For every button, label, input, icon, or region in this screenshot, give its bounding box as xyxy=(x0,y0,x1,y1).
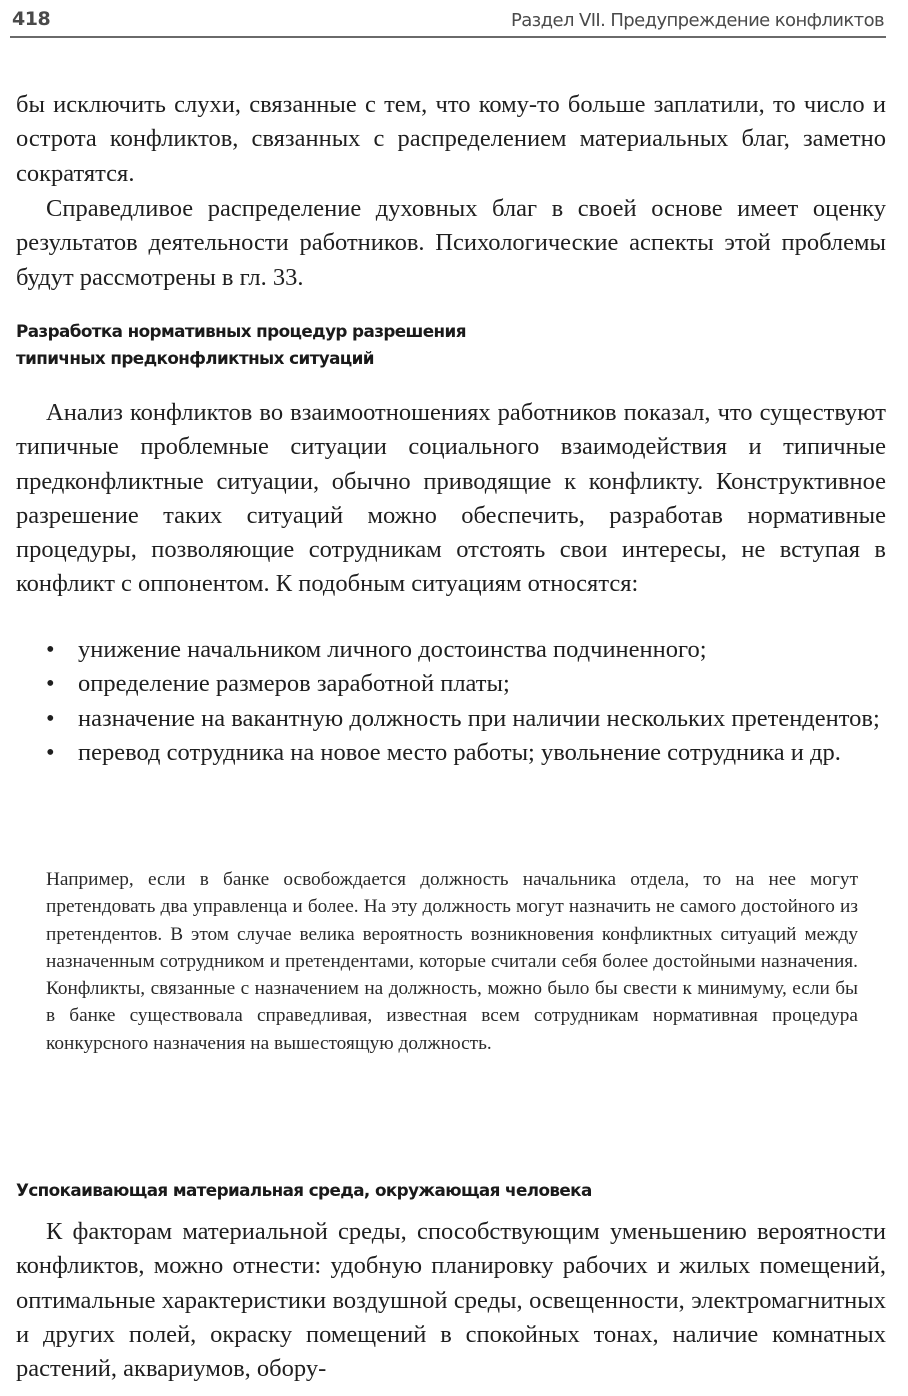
section-heading-line: Разработка нормативных процедур разрешения xyxy=(16,321,466,341)
bullet-item xyxy=(16,667,886,701)
page-number: 418 xyxy=(12,8,51,30)
bullet-marker: • xyxy=(46,738,55,766)
bullet-list xyxy=(16,633,886,770)
section-heading-procedures xyxy=(16,318,886,372)
bullet-marker: • xyxy=(46,670,55,698)
bullet-text: унижение начальником личного достоинства подчиненного; xyxy=(78,636,707,663)
paragraph-text: Справедливое распределение духовных благ в своей основе имеет оценку результатов деятельности работников. Психологические аспекты этой проблемы будут рассмотрены в гл. 33. xyxy=(16,195,886,291)
section-heading-environment xyxy=(16,1177,886,1204)
paragraph-material-environment xyxy=(16,1215,886,1386)
bullet-text: назначение на вакантную должность при наличии нескольких претендентов; xyxy=(78,704,880,732)
paragraph-spiritual-goods xyxy=(16,192,886,295)
bullet-text: определение размеров заработной платы; xyxy=(78,670,510,698)
running-title: Раздел VII. Предупреждение конфликтов xyxy=(510,10,884,31)
bullet-item xyxy=(16,736,886,770)
bullet-marker: • xyxy=(46,636,55,663)
paragraph-text: Анализ конфликтов во взаимоотношениях работников показал, что существуют типичные проблемные ситуации социального взаимодействия и типичные предконфликтные ситуации, обычно приводящие к конфликту. Конструктивное разрешение таких ситуаций можно обеспечить, разработав нормативные процедуры, позволяющие сотрудникам отстоять свои интересы, не вступая в конфликт с оппонентом. К подобным ситуациям относятся: xyxy=(16,399,886,598)
paragraph-text: бы исключить слухи, связанные с тем, что кому-то больше заплатили, то число и острота конфликтов, связанных с распределением материальных благ, заметно сократятся. xyxy=(16,91,886,187)
bullet-item xyxy=(16,633,886,667)
paragraph-analysis xyxy=(16,396,886,602)
running-header xyxy=(10,6,886,38)
section-heading-line: Успокаивающая материальная среда, окружающая человека xyxy=(16,1180,592,1200)
example-block xyxy=(46,866,858,1057)
section-heading-line: типичных предконфликтных ситуаций xyxy=(16,348,374,368)
bullet-marker: • xyxy=(46,704,55,732)
paragraph-text: К факторам материальной среды, способствующим уменьшению вероятности конфликтов, можно отнести: удобную планировку рабочих и жилых помещений, оптимальные характеристики воздушной среды, освещенности, электромагнитных и других полей, окраску помещений в спокойных тонах, наличие комнатных растений, аквариумов, обору- xyxy=(16,1218,886,1383)
bullet-text: перевод сотрудника на новое место работы; увольнение сотрудника и др. xyxy=(78,738,841,766)
example-text: Например, если в банке освобождается должность начальника отдела, то на нее могут претендовать два управленца и более. На эту должность могут назначить не самого достойного из претендентов. В этом случае велика вероятность возникновения конфликтных ситуаций между назначенным сотрудником и претендентами, которые считали себя более достойными назначения. Конфликты, связанные с назначением на должность, можно было бы свести к минимуму, если бы в банке существовала справедливая, известная всем сотрудникам нормативная процедура конкурсного назначения на вышестоящую должность. xyxy=(46,869,858,1054)
bullet-item xyxy=(16,702,886,736)
paragraph-continuation xyxy=(16,88,886,191)
